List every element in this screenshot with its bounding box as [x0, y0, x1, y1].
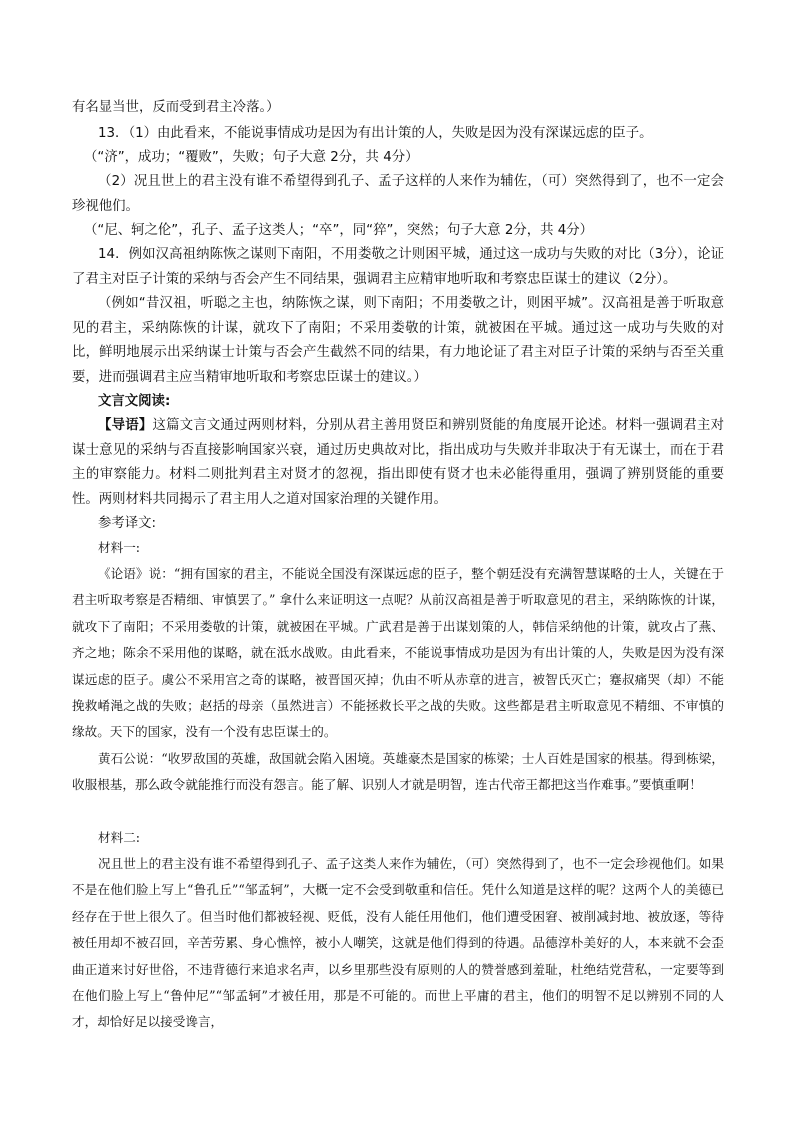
- material-2-paragraph-1: 况且世上的君主没有谁不希望得到孔子、孟子这类人来作为辅佐，（可）突然得到了，也不一定会珍视他们。如果不是在他们脸上写上“鲁孔丘”“邹孟轲”，大概一定不会受到敬重和信任。凭什么知道是这样的呢？这两个人的美德已经存在于世上很久了。但当时他们都被轻视、贬低，没有人能任用他们，他们遭受困窘、被削减封地、被放逐，等待被任用却不被召回，辛苦劳累、身心憔悴，被小人嘲笑，这就是他们得到的待遇。品德淳朴美好的人，本来就不会歪曲正道来讨好世俗，不违背德行来追求名声，以乡里那些没有原则的人的赞誉感到羞耻，杜绝结党营私，一定要等到在他们脸上写上“鲁仲尼”“邹孟轲”才被任用，那是不可能的。而世上平庸的君主，他们的明智不足以辨别不同的人才，却恰好足以接受谗言，: [72, 856, 724, 1030]
- material-1-paragraph-2: 黄石公说：“收罗敌国的英雄，敌国就会陷入困境。英雄豪杰是国家的栋梁；士人百姓是国家的根基。得到栋梁，收服根基，那么政令就能推行而没有怨言。能了解、识别人才就是明智，连古代帝王都把这当作难事。”要慎重啊！: [72, 751, 724, 793]
- material-1-label: 材料一:: [98, 540, 141, 555]
- guide-paragraph: [72, 414, 724, 512]
- answer-13-1-note: （“济”，成功；“覆败”，失败；句子大意 2分，共 4分）: [84, 150, 419, 165]
- reference-translation-label: 参考译文:: [98, 516, 157, 531]
- section-heading: 文言文阅读:: [98, 394, 171, 409]
- answer-13-2-note: （“尼、轲之伦”，孔子、孟子这类人；“卒”，同“猝”，突然；句子大意 2分，共 4分）: [84, 223, 594, 238]
- answer-13-2: （2）况且世上的君主没有谁不希望得到孔子、孟子这样的人来作为辅佐，（可）突然得到了，也不一定会珍视他们。: [72, 174, 724, 214]
- answer-14: 14．例如汉高祖纳陈恢之谋则下南阳，不用娄敬之计则困平城，通过这一成功与失败的对比（3分），论证了君主对臣子计策的采纳与否会产生不同结果，强调君主应精审地听取和考察忠臣谋士的建议（2分）。: [72, 247, 724, 287]
- answer-line-continuation: 有名显当世，反而受到君主冷落。）: [72, 100, 280, 115]
- material-2-label: 材料二:: [98, 830, 141, 845]
- guide-label: 【导语】: [98, 418, 153, 433]
- guide-text: 这篇文言文通过两则材料，分别从君主善用贤臣和辨别贤能的角度展开论述。材料一强调君主对谋士意见的采纳与否直接影响国家兴衰，通过历史典故对比，指出成功与失败并非取决于有无谋士，而在于君主的审察能力。材料二则批判君主对贤才的忽视，指出即使有贤才也未必能得重用，强调了辨别贤能的重要性。两则材料共同揭示了君主用人之道对国家治理的关键作用。: [72, 418, 725, 507]
- answer-13-1: 13．（1）由此看来，不能说事情成功是因为有出计策的人，失败是因为没有深谋远虑的臣子。: [98, 126, 653, 141]
- answer-14-example: （例如“昔汉祖，听聪之主也，纳陈恢之谋，则下南阳；不用娄敬之计，则困平城”。汉高祖是善于听取意见的君主，采纳陈恢的计谋，就攻下了南阳；不采用娄敬的计策，就被困在平城。通过这一成功与失败的对比，鲜明地展示出采纳谋士计策与否会产生截然不同的结果，有力地论证了君主对臣子计策的采纳与否至关重要，进而强调君主应当精审地听取和考察忠臣谋士的建议。）: [72, 296, 724, 385]
- material-1-paragraph-1: 《论语》说：“拥有国家的君主，不能说全国没有深谋远虑的臣子，整个朝廷没有充满智慧谋略的士人，关键在于君主听取考察是否精细、审慎罢了。” 拿什么来证明这一点呢？从前汉高祖是善于听取意见的君主，采纳陈恢的计谋，就攻下了南阳；不采用娄敬的计策，就被困在平城。广武君是善于出谋划策的人，韩信采纳他的计策，就攻占了燕、齐之地；陈余不采用他的谋略，就在泜水战败。由此看来，不能说事情成功是因为有出计策的人，失败是因为没有深谋远虑的臣子。虞公不采用宫之奇的谋略，被晋国灭掉；仇由不听从赤章的进言，被智氏灭亡；蹇叔痛哭（却）不能挽救崤渑之战的失败；赵括的母亲（虽然进言）不能拯救长平之战的失败。这些都是君主听取意见不精细、不审慎的缘故。天下的国家，没有一个没有忠臣谋士的。: [72, 566, 724, 740]
